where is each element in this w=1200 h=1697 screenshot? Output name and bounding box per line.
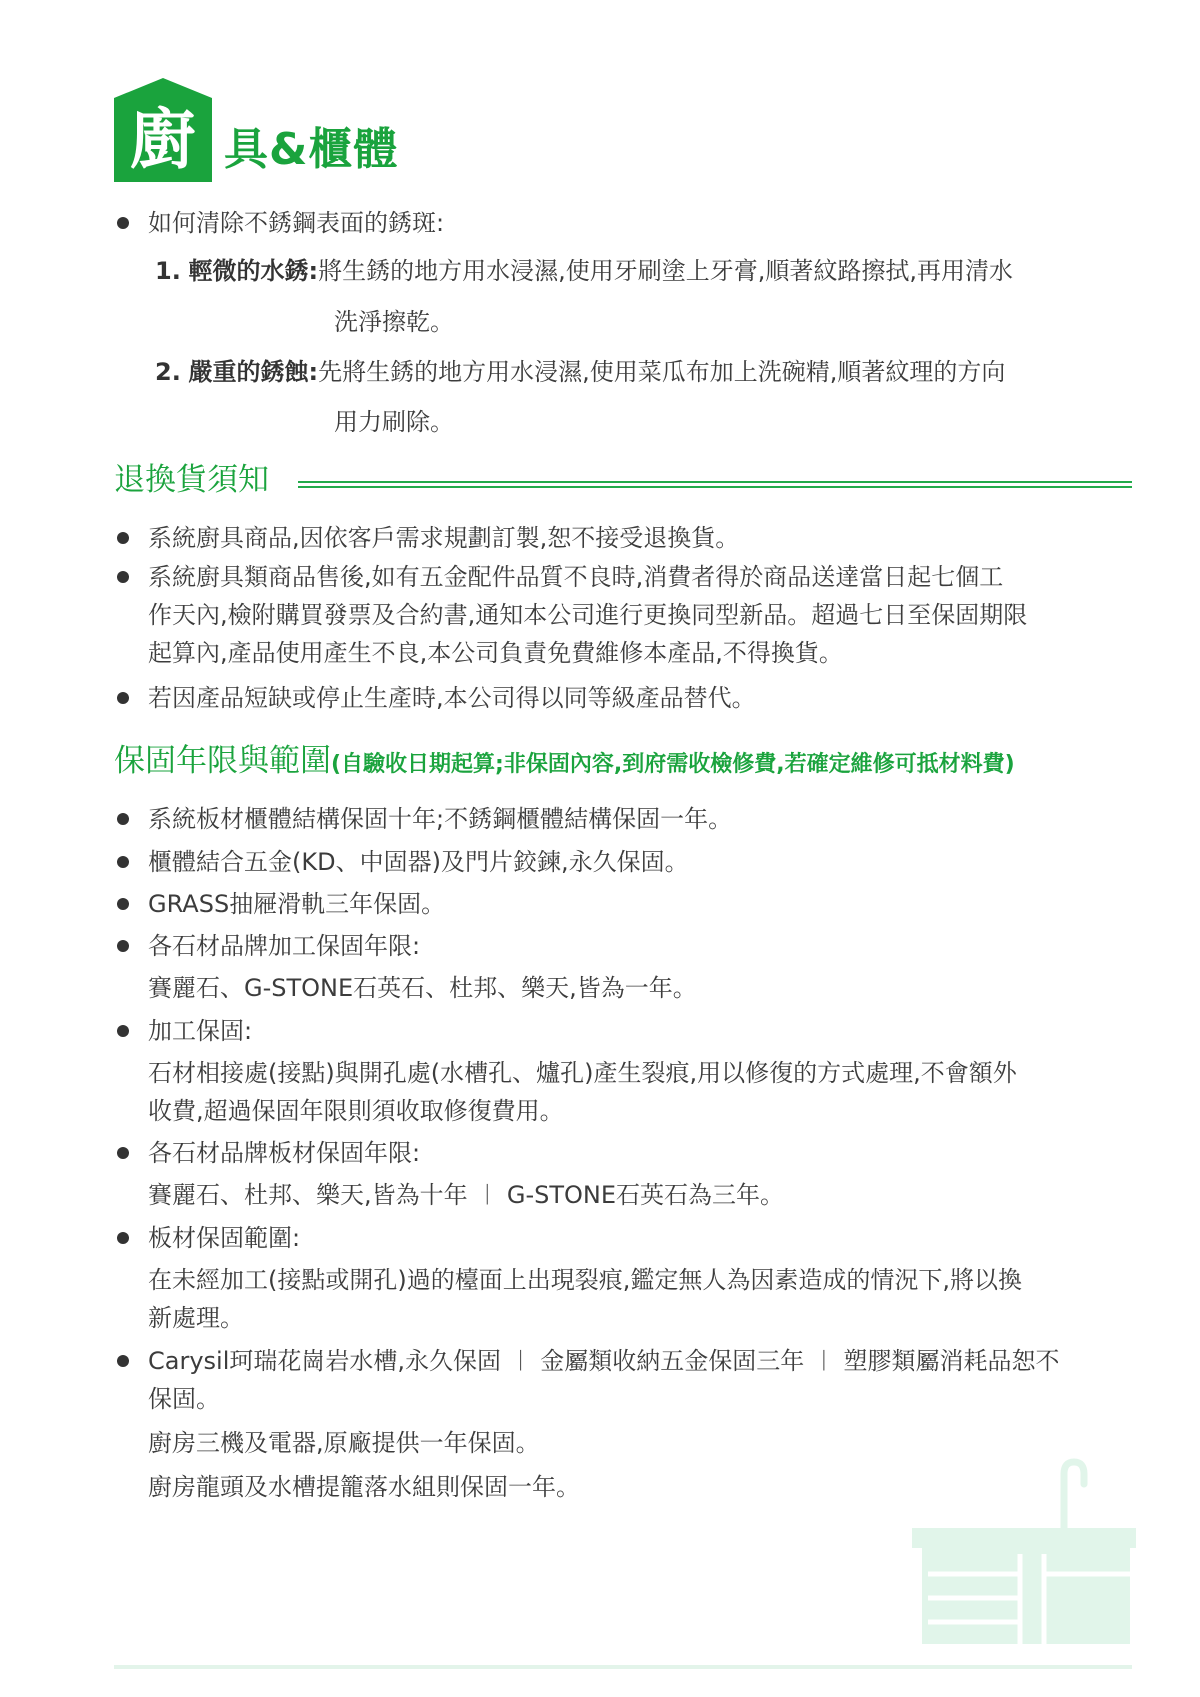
rust-item-2 [155,354,1005,390]
rust-item-2-title: 嚴重的銹蝕 [188,358,309,386]
warranty-bullet-1: 系統板材櫃體結構保固十年;不銹鋼櫃體結構保固一年。 [148,805,733,833]
rust-item-2-line1: 先將生銹的地方用水浸濕,使用菜瓜布加上洗碗精,順著紋理的方向 [318,358,1006,386]
bullet-dot [117,856,129,868]
rust-item-1-number: 1. [155,257,181,285]
bullet-dot [117,1025,129,1037]
rust-item-2-line2: 用力刷除。 [334,408,454,436]
bullet-dot [117,813,129,825]
warranty-bullet-8-line4: 廚房龍頭及水槽提籠落水組則保固一年。 [148,1473,580,1501]
returns-bullet-3: 若因產品短缺或停止生產時,本公司得以同等級產品替代。 [148,684,756,712]
rust-item-1-line2: 洗淨擦乾。 [334,308,454,336]
warranty-bullet-8-line3: 廚房三機及電器,原廠提供一年保固。 [148,1429,540,1457]
warranty-bullet-7-line2: 新處理。 [148,1304,244,1332]
warranty-bullet-6-line: 賽麗石、杜邦、樂天,皆為十年 ︱ G-STONE石英石為三年。 [148,1181,785,1209]
rust-item-1 [155,253,1013,289]
warranty-bullet-5-line2: 收費,超過保固年限則須收取修復費用。 [148,1097,564,1125]
warranty-bullet-8-line1: Carysil珂瑞花崗岩水槽,永久保固 ︱ 金屬類收納五金保固三年 ︱ 塑膠類屬消耗品恕不 [148,1347,1060,1375]
sink-cabinet-icon [904,1456,1144,1644]
footer-divider [114,1665,1132,1669]
bullet-dot [117,692,129,704]
warranty-bullet-2: 櫃體結合五金(KD、中固器)及門片鉸鍊,永久保固。 [148,848,689,876]
bullet-dot [117,532,129,544]
returns-bullet-2-line3: 起算內,產品使用產生不良,本公司負責免費維修本產品,不得換貨。 [148,639,843,667]
bullet-dot [117,1147,129,1159]
warranty-bullet-4-line: 賽麗石、G-STONE石英石、杜邦、樂天,皆為一年。 [148,974,697,1002]
rust-item-1-separator: : [308,257,319,285]
page-title: 具&櫃體 [224,124,399,175]
warranty-bullet-7-line1: 在未經加工(接點或開孔)過的檯面上出現裂痕,鑑定無人為因素造成的情況下,將以換 [148,1266,1022,1294]
bullet-dot [117,1355,129,1367]
warranty-bullet-8-line2: 保固。 [148,1385,220,1413]
warranty-bullet-5-line1: 石材相接處(接點)與開孔處(水槽孔、爐孔)產生裂痕,用以修復的方式處理,不會額外 [148,1059,1017,1087]
rust-intro: 如何清除不銹鋼表面的銹斑: [148,209,445,237]
section-divider [298,481,1132,489]
warranty-bullet-4-heading: 各石材品牌加工保固年限: [148,932,421,960]
returns-bullet-2-line1: 系統廚具類商品售後,如有五金配件品質不良時,消費者得於商品送達當日起七個工 [148,563,1004,591]
returns-bullet-1: 系統廚具商品,因依客戶需求規劃訂製,恕不接受退換貨。 [148,524,740,552]
warranty-section-title [114,741,1015,785]
bullet-dot [117,1232,129,1244]
warranty-bullet-7-heading: 板材保固範圍: [148,1224,301,1252]
returns-bullet-2-line2: 作天內,檢附購買發票及合約書,通知本公司進行更換同型新品。超過七日至保固期限 [148,601,1028,629]
header-icon-character: 廚 [130,101,196,178]
warranty-bullet-3: GRASS抽屜滑軌三年保固。 [148,890,446,918]
bullet-dot [117,940,129,952]
bullet-dot [117,571,129,583]
warranty-bullet-6-heading: 各石材品牌板材保固年限: [148,1139,421,1167]
rust-item-1-title: 輕微的水銹 [188,257,309,285]
bullet-dot [117,217,129,229]
bullet-dot [117,898,129,910]
warranty-note: (自驗收日期起算;非保固內容,到府需收檢修費,若確定維修可抵材料費) [331,752,1015,777]
returns-section-title: 退換貨須知 [114,462,269,498]
rust-item-2-separator: : [308,358,319,386]
rust-item-1-line1: 將生銹的地方用水浸濕,使用牙刷塗上牙膏,順著紋路擦拭,再用清水 [318,257,1013,285]
rust-item-2-number: 2. [155,358,181,386]
warranty-bullet-5-heading: 加工保固: [148,1017,253,1045]
warranty-title: 保固年限與範圍 [114,743,331,779]
